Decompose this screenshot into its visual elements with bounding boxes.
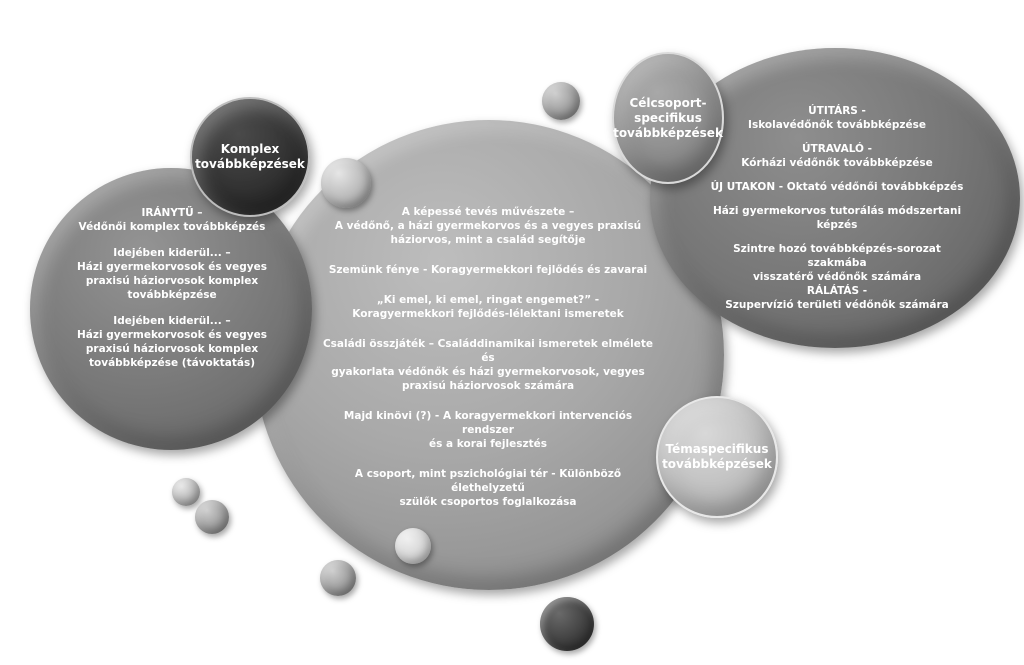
item-line: Idejében kiderül... – [113,247,231,259]
decor-orb [320,560,356,596]
item-line: továbbképzése (távoktatás) [89,357,255,369]
item-line: és a korai fejlesztés [429,438,547,450]
target-training-list [706,104,968,322]
item-line: IRÁNYTŰ – [141,207,203,219]
list-item [318,337,658,393]
category-topic [656,396,778,518]
item-line: praxisú háziorvosok számára [401,380,575,392]
item-line: szülők csoportos foglalkozása [399,496,577,508]
list-item [318,293,658,321]
item-line: RÁLÁTÁS - [806,285,868,297]
item-line: Házi gyermekorvosok és vegyes [77,261,267,273]
list-item [318,467,658,509]
item-line: A csoport, mint pszichológiai tér - Különböző élethelyzetű [354,468,622,494]
item-line: „Ki emel, ki emel, ringat engemet?” - [376,294,600,306]
item-line: Szupervízió területi védőnők számára [725,299,949,311]
item-line: Családi összjáték – Családdinamikai ismeretek elmélete és [322,338,654,364]
item-line: ÚTITÁRS - [808,105,866,117]
category-complex-line: Komplex [220,142,280,156]
item-line: Házi gyermekorvosok és vegyes [77,329,267,341]
topic-training-list [318,205,658,525]
decor-orb [172,478,200,506]
item-line: képzés [816,219,858,231]
item-line: visszatérő védőnők számára [752,271,922,283]
list-item [62,206,282,234]
list-item [706,242,968,312]
item-line: praxisú háziorvosok komplex [85,343,259,355]
decor-orb [395,528,431,564]
decor-orb [321,158,371,208]
item-line: Idejében kiderül... – [113,315,231,327]
item-line: Kórházi védőnők továbbképzése [741,157,933,169]
item-line: ÚTRAVALÓ - [802,143,872,155]
category-topic-line: Témaspecifikus [665,442,769,456]
list-item [706,142,968,170]
category-complex-line: továbbképzések [195,157,305,171]
item-line: Szintre hozó továbbképzés-sorozat szakmába [733,243,941,269]
list-item [62,314,282,370]
item-line: Iskolavédőnők továbbképzése [748,119,926,131]
item-line: ÚJ UTAKON - Oktató védőnői továbbképzés [710,181,964,193]
category-target-line: továbbképzések [613,125,723,140]
category-target-line: Célcsoport- [629,95,707,110]
item-line: A védőnő, a házi gyermekorvos és a vegyes praxisú [334,220,642,232]
category-target-line: specifikus [634,110,702,125]
category-complex [190,97,310,217]
list-item [706,180,968,194]
decor-orb [195,500,229,534]
list-item [706,104,968,132]
item-line: gyakorlata védőnők és házi gyermekorvosok, vegyes [331,366,645,378]
item-line: háziorvos, mint a család segítője [390,234,586,246]
item-line: Házi gyermekorvos tutorálás módszertani [712,205,962,217]
list-item [318,205,658,247]
item-line: Koragyermekkori fejlődés-lélektani ismeretek [352,308,624,320]
item-line: továbbképzése [127,289,217,301]
decor-orb [540,597,594,651]
item-line: praxisú háziorvosok komplex [85,275,259,287]
list-item [62,246,282,302]
complex-training-list [62,206,282,382]
item-line: Majd kinövi (?) - A koragyermekkori intervenciós rendszer [343,410,633,436]
list-item [318,263,658,277]
decor-orb [542,82,580,120]
list-item [318,409,658,451]
list-item [706,204,968,232]
item-line: Védőnői komplex továbbképzés [78,221,266,233]
category-topic-line: továbbképzések [662,457,772,471]
item-line: A képessé tevés művészete – [401,206,575,218]
item-line: Szemünk fénye - Koragyermekkori fejlődés és zavarai [328,264,648,276]
